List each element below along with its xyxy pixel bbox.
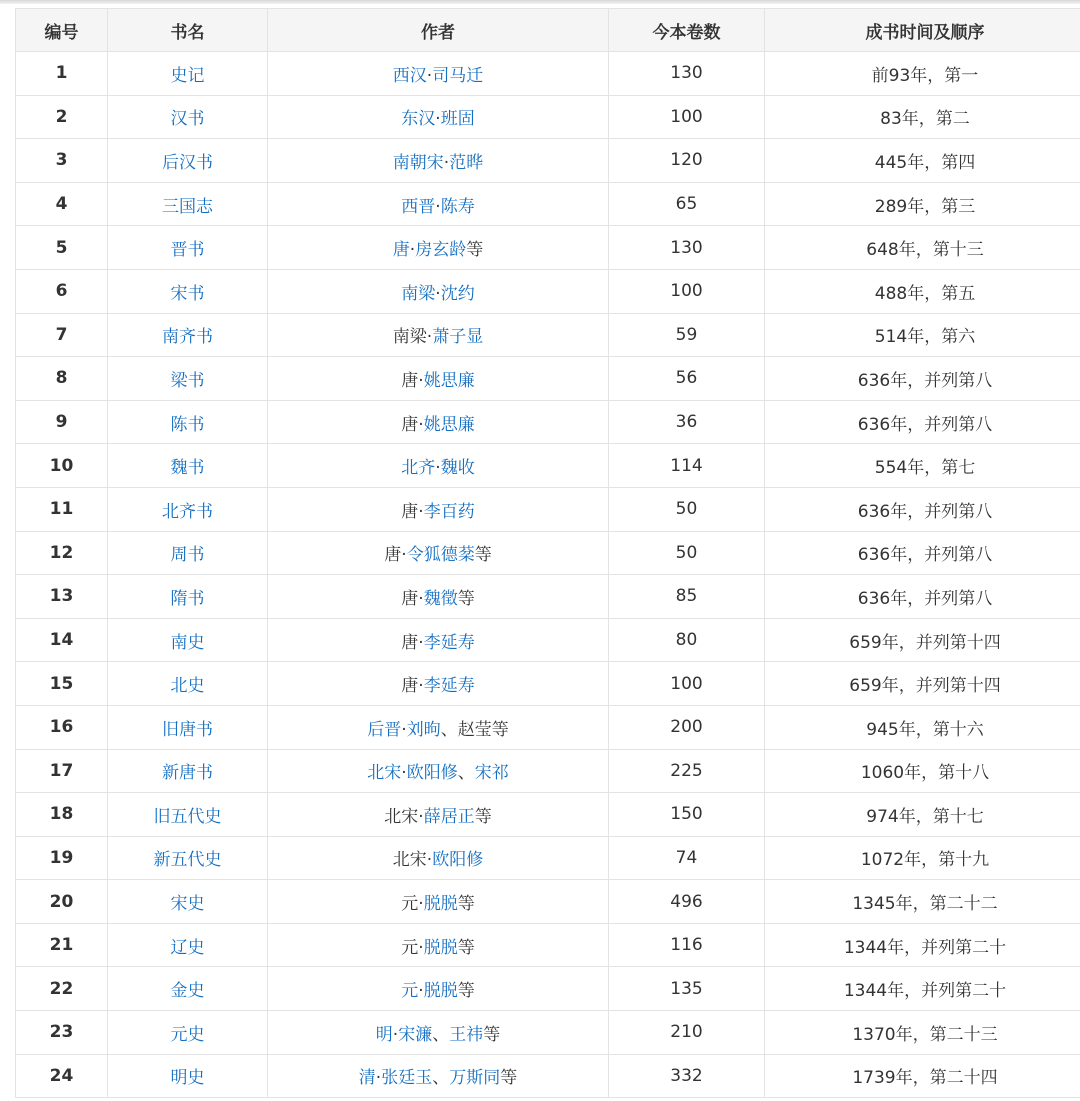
author-text: 唐 [401, 370, 419, 391]
author-text: 唐 [401, 632, 419, 653]
row-id: 10 [16, 444, 108, 488]
author-separator: · [401, 719, 407, 740]
table-body [16, 52, 1080, 1098]
book-title-link[interactable]: 梁书 [170, 370, 205, 391]
book-cell [108, 923, 268, 967]
time-order-cell: 1344年，并列第二十 [765, 967, 1080, 1011]
author-cell [268, 139, 609, 183]
author-link[interactable]: 唐 [392, 240, 410, 261]
author-text: 、 [457, 763, 475, 784]
volumes-cell: 135 [609, 967, 765, 1011]
table-row [16, 1054, 1080, 1098]
volumes-cell: 200 [609, 705, 765, 749]
time-order-cell: 636年，并列第八 [765, 575, 1080, 619]
author-link[interactable]: 东汉 [401, 109, 436, 130]
author-separator: · [443, 152, 450, 173]
author-text: 等 [457, 937, 475, 958]
book-title-link[interactable]: 后汉书 [162, 152, 213, 173]
author-link[interactable]: 北齐 [401, 458, 436, 479]
author-cell [268, 444, 609, 488]
table-row [16, 923, 1080, 967]
table-row [16, 313, 1080, 357]
author-separator: · [375, 1068, 382, 1089]
book-title-link[interactable]: 旧唐书 [162, 719, 213, 740]
book-cell [108, 705, 268, 749]
volumes-cell: 50 [609, 487, 765, 531]
volumes-cell: 100 [609, 269, 765, 313]
author-link[interactable]: 后晋 [367, 719, 402, 740]
author-link[interactable]: 明 [375, 1024, 393, 1045]
book-title-link[interactable]: 北史 [170, 676, 205, 697]
author-separator: · [401, 545, 407, 566]
author-separator: · [426, 850, 433, 871]
author-link[interactable]: 姚思廉 [423, 414, 475, 435]
time-order-cell: 289年，第三 [765, 182, 1080, 226]
author-cell [268, 400, 609, 444]
volumes-cell: 130 [609, 226, 765, 270]
book-cell [108, 618, 268, 662]
author-text: 唐 [401, 676, 419, 697]
row-id: 8 [16, 357, 108, 401]
author-cell [268, 1054, 609, 1098]
book-cell [108, 531, 268, 575]
author-link[interactable]: 司马迁 [432, 65, 484, 86]
author-link[interactable]: 萧子显 [432, 327, 484, 348]
author-text: 元 [401, 894, 419, 915]
author-cell [268, 923, 609, 967]
volumes-cell: 56 [609, 357, 765, 401]
author-separator: · [418, 676, 424, 697]
book-cell [108, 662, 268, 706]
author-text: 北宋 [392, 850, 427, 871]
time-order-cell: 1344年，并列第二十 [765, 923, 1080, 967]
row-id: 24 [16, 1054, 108, 1098]
time-order-cell: 636年，并列第八 [765, 400, 1080, 444]
book-cell [108, 967, 268, 1011]
volumes-cell: 59 [609, 313, 765, 357]
book-title-link[interactable]: 三国志 [162, 196, 213, 217]
author-link[interactable]: 脱脱 [423, 937, 458, 958]
author-separator: · [426, 327, 433, 348]
book-cell [108, 52, 268, 96]
book-cell [108, 95, 268, 139]
author-link[interactable]: 刘昫 [406, 719, 441, 740]
author-text: 唐 [401, 588, 419, 609]
time-order-cell: 648年，第十三 [765, 226, 1080, 270]
time-order-cell: 前93年，第一 [765, 52, 1080, 96]
author-separator: · [426, 65, 433, 86]
header-book: 书名 [108, 9, 268, 52]
volumes-cell: 85 [609, 575, 765, 619]
volumes-cell: 130 [609, 52, 765, 96]
author-cell [268, 793, 609, 837]
author-link[interactable]: 欧阳修 [432, 850, 484, 871]
author-separator: · [418, 588, 424, 609]
author-cell [268, 95, 609, 139]
author-link[interactable]: 万斯同 [449, 1068, 501, 1089]
time-order-cell: 945年，第十六 [765, 705, 1080, 749]
table-row [16, 575, 1080, 619]
author-separator: · [435, 109, 441, 130]
author-link[interactable]: 清 [358, 1068, 376, 1089]
table-row [16, 269, 1080, 313]
book-title-link[interactable]: 旧五代史 [153, 806, 222, 827]
table-row [16, 444, 1080, 488]
author-cell [268, 487, 609, 531]
volumes-cell: 114 [609, 444, 765, 488]
table-row [16, 793, 1080, 837]
header-author: 作者 [268, 9, 609, 52]
book-cell [108, 880, 268, 924]
row-id: 16 [16, 705, 108, 749]
table-row [16, 967, 1080, 1011]
row-id: 1 [16, 52, 108, 96]
book-title-link[interactable]: 史记 [170, 65, 205, 86]
author-cell [268, 836, 609, 880]
time-order-cell: 659年，并列第十四 [765, 618, 1080, 662]
author-separator: · [409, 240, 416, 261]
header-id: 编号 [16, 9, 108, 52]
book-cell [108, 400, 268, 444]
volumes-cell: 210 [609, 1011, 765, 1055]
time-order-cell: 636年，并列第八 [765, 357, 1080, 401]
author-text: 等 [457, 894, 475, 915]
author-link[interactable]: 脱脱 [423, 894, 458, 915]
table-row [16, 400, 1080, 444]
time-order-cell: 636年，并列第八 [765, 487, 1080, 531]
volumes-cell: 150 [609, 793, 765, 837]
book-title-link[interactable]: 南齐书 [162, 327, 213, 348]
author-link[interactable]: 元 [401, 981, 419, 1002]
book-cell [108, 313, 268, 357]
book-cell [108, 139, 268, 183]
author-text: 北宋 [384, 806, 419, 827]
volumes-cell: 116 [609, 923, 765, 967]
book-cell [108, 836, 268, 880]
author-cell [268, 967, 609, 1011]
row-id: 7 [16, 313, 108, 357]
author-link[interactable]: 魏收 [440, 458, 475, 479]
volumes-cell: 74 [609, 836, 765, 880]
author-text: 、 [432, 1068, 450, 1089]
row-id: 18 [16, 793, 108, 837]
book-title-link[interactable]: 新五代史 [153, 850, 222, 871]
book-cell [108, 269, 268, 313]
author-link[interactable]: 李延寿 [423, 676, 475, 697]
author-cell [268, 52, 609, 96]
row-id: 14 [16, 618, 108, 662]
author-separator: · [418, 501, 424, 522]
author-text: 唐 [401, 501, 419, 522]
book-title-link[interactable]: 金史 [170, 981, 205, 1002]
author-link[interactable]: 房玄龄 [415, 240, 467, 261]
table-row [16, 357, 1080, 401]
author-link[interactable]: 南梁 [401, 283, 436, 304]
author-cell [268, 357, 609, 401]
author-text: 等 [457, 981, 475, 1002]
table-row [16, 182, 1080, 226]
table-row [16, 139, 1080, 183]
volumes-cell: 36 [609, 400, 765, 444]
time-order-cell: 974年，第十七 [765, 793, 1080, 837]
book-cell [108, 226, 268, 270]
author-text: 等 [457, 588, 475, 609]
author-separator: · [418, 632, 424, 653]
time-order-cell: 636年，并列第八 [765, 531, 1080, 575]
author-cell [268, 226, 609, 270]
author-link[interactable]: 西汉 [392, 65, 427, 86]
author-link[interactable]: 张廷玉 [381, 1068, 433, 1089]
table-row [16, 52, 1080, 96]
author-text: 等 [483, 1024, 501, 1045]
volumes-cell: 332 [609, 1054, 765, 1098]
row-id: 6 [16, 269, 108, 313]
time-order-cell: 659年，并列第十四 [765, 662, 1080, 706]
author-separator: · [418, 894, 424, 915]
book-title-link[interactable]: 北齐书 [162, 501, 213, 522]
author-link[interactable]: 西晋 [401, 196, 436, 217]
author-cell [268, 705, 609, 749]
book-cell [108, 357, 268, 401]
author-link[interactable]: 欧阳修 [406, 763, 458, 784]
author-separator: · [435, 283, 441, 304]
book-title-link[interactable]: 汉书 [170, 109, 205, 130]
row-id: 17 [16, 749, 108, 793]
volumes-cell: 65 [609, 182, 765, 226]
book-title-link[interactable]: 晋书 [170, 240, 205, 261]
author-link[interactable]: 王祎 [449, 1024, 484, 1045]
table-row [16, 226, 1080, 270]
row-id: 2 [16, 95, 108, 139]
author-link[interactable]: 脱脱 [423, 981, 458, 1002]
time-order-cell: 554年，第七 [765, 444, 1080, 488]
row-id: 4 [16, 182, 108, 226]
row-id: 19 [16, 836, 108, 880]
author-text: 、赵莹等 [440, 719, 509, 740]
table-row [16, 705, 1080, 749]
author-separator: · [418, 937, 424, 958]
volumes-cell: 100 [609, 662, 765, 706]
table-row [16, 749, 1080, 793]
volumes-cell: 50 [609, 531, 765, 575]
author-separator: · [418, 414, 424, 435]
header-volumes: 今本卷数 [609, 9, 765, 52]
row-id: 5 [16, 226, 108, 270]
row-id: 11 [16, 487, 108, 531]
book-title-link[interactable]: 宋史 [170, 894, 205, 915]
author-cell [268, 749, 609, 793]
author-cell [268, 618, 609, 662]
table-row [16, 95, 1080, 139]
volumes-cell: 496 [609, 880, 765, 924]
volumes-cell: 100 [609, 95, 765, 139]
author-cell [268, 1011, 609, 1055]
volumes-cell: 225 [609, 749, 765, 793]
author-link[interactable]: 南朝宋 [392, 152, 444, 173]
author-text: 南梁 [392, 327, 427, 348]
row-id: 22 [16, 967, 108, 1011]
author-link[interactable]: 李延寿 [423, 632, 475, 653]
book-cell [108, 182, 268, 226]
book-title-link[interactable]: 明史 [170, 1068, 205, 1089]
author-text: 唐 [401, 414, 419, 435]
row-id: 9 [16, 400, 108, 444]
row-id: 20 [16, 880, 108, 924]
author-cell [268, 575, 609, 619]
book-cell [108, 444, 268, 488]
time-order-cell: 488年，第五 [765, 269, 1080, 313]
table-row [16, 662, 1080, 706]
table-row [16, 880, 1080, 924]
twenty-four-histories-table [15, 8, 1080, 1098]
book-title-link[interactable]: 周书 [170, 545, 205, 566]
author-link[interactable]: 范晔 [449, 152, 484, 173]
book-title-link[interactable]: 辽史 [170, 937, 205, 958]
author-text: 唐 [384, 545, 402, 566]
volumes-cell: 120 [609, 139, 765, 183]
row-id: 15 [16, 662, 108, 706]
book-title-link[interactable]: 陈书 [170, 414, 205, 435]
row-id: 21 [16, 923, 108, 967]
table-header-row [16, 9, 1080, 52]
author-text: 等 [466, 240, 484, 261]
row-id: 23 [16, 1011, 108, 1055]
book-title-link[interactable]: 魏书 [170, 458, 205, 479]
book-title-link[interactable]: 元史 [170, 1024, 205, 1045]
author-cell [268, 880, 609, 924]
author-link[interactable]: 陈寿 [440, 196, 475, 217]
author-text: 等 [474, 806, 492, 827]
top-divider [0, 0, 1080, 4]
author-cell [268, 531, 609, 575]
table-row [16, 618, 1080, 662]
author-text: 、 [432, 1024, 450, 1045]
table-row [16, 487, 1080, 531]
book-cell [108, 1011, 268, 1055]
book-cell [108, 793, 268, 837]
time-order-cell: 445年，第四 [765, 139, 1080, 183]
author-cell [268, 269, 609, 313]
author-link[interactable]: 北宋 [367, 763, 402, 784]
table-row [16, 531, 1080, 575]
author-link[interactable]: 姚思廉 [423, 370, 475, 391]
author-separator: · [435, 458, 441, 479]
author-link[interactable]: 班固 [440, 109, 475, 130]
book-cell [108, 1054, 268, 1098]
book-cell [108, 487, 268, 531]
author-cell [268, 662, 609, 706]
time-order-cell: 1739年，第二十四 [765, 1054, 1080, 1098]
author-text: 等 [500, 1068, 518, 1089]
author-link[interactable]: 魏徵 [423, 588, 458, 609]
author-link[interactable]: 宋祁 [474, 763, 509, 784]
time-order-cell: 514年，第六 [765, 313, 1080, 357]
author-link[interactable]: 令狐德棻 [406, 545, 475, 566]
row-id: 3 [16, 139, 108, 183]
author-separator: · [435, 196, 441, 217]
author-separator: · [401, 763, 407, 784]
table-row [16, 1011, 1080, 1055]
author-cell [268, 313, 609, 357]
author-link[interactable]: 李百药 [423, 501, 475, 522]
author-link[interactable]: 宋濂 [398, 1024, 433, 1045]
author-text: 等 [474, 545, 492, 566]
author-separator: · [392, 1024, 399, 1045]
book-title-link[interactable]: 隋书 [170, 588, 205, 609]
row-id: 13 [16, 575, 108, 619]
author-text: 元 [401, 937, 419, 958]
book-title-link[interactable]: 南史 [170, 632, 205, 653]
table-row [16, 836, 1080, 880]
time-order-cell: 1370年，第二十三 [765, 1011, 1080, 1055]
author-link[interactable]: 沈约 [440, 283, 475, 304]
time-order-cell: 1345年，第二十二 [765, 880, 1080, 924]
book-cell [108, 575, 268, 619]
volumes-cell: 80 [609, 618, 765, 662]
book-title-link[interactable]: 新唐书 [162, 763, 213, 784]
book-cell [108, 749, 268, 793]
time-order-cell: 1060年，第十八 [765, 749, 1080, 793]
book-title-link[interactable]: 宋书 [170, 283, 205, 304]
author-separator: · [418, 370, 424, 391]
row-id: 12 [16, 531, 108, 575]
time-order-cell: 83年，第二 [765, 95, 1080, 139]
author-separator: · [418, 981, 424, 1002]
time-order-cell: 1072年，第十九 [765, 836, 1080, 880]
author-cell [268, 182, 609, 226]
author-separator: · [418, 806, 424, 827]
header-time: 成书时间及顺序 [765, 9, 1080, 52]
author-link[interactable]: 薛居正 [423, 806, 475, 827]
